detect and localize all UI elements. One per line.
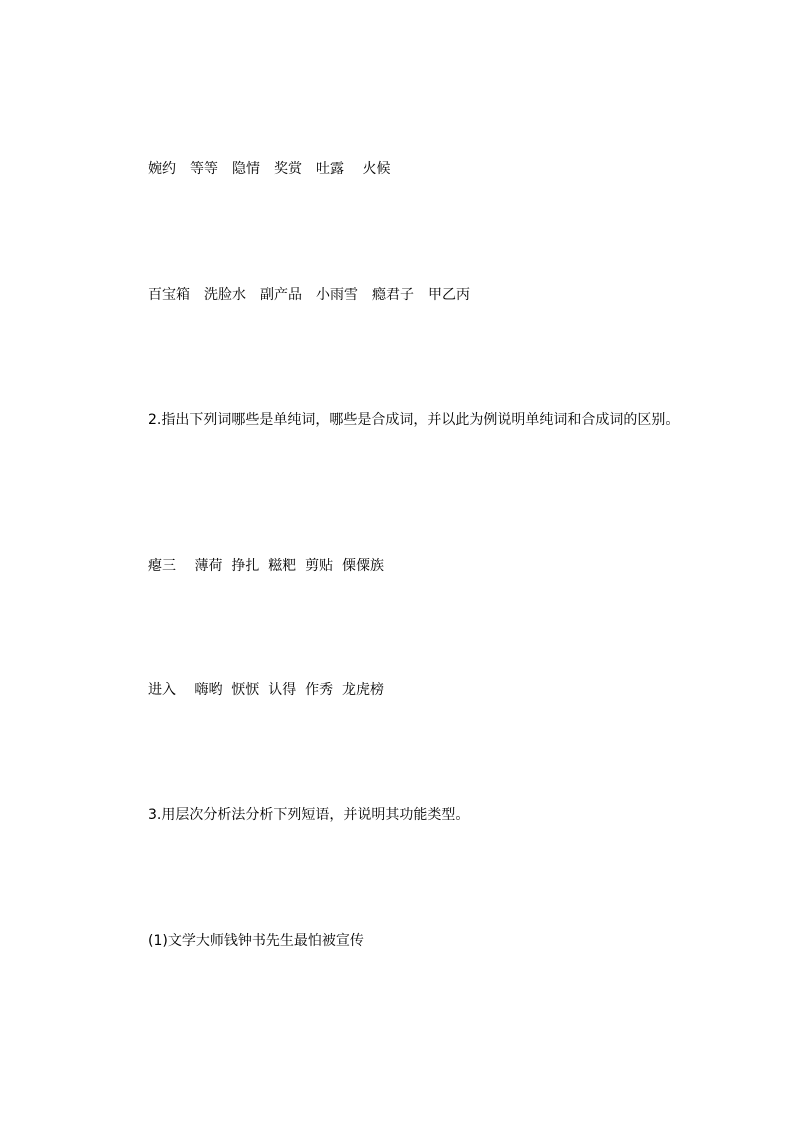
- word-list-line-4: 进入 嗨哟 恹恹 认得 作秀 龙虎榜: [148, 682, 385, 698]
- question-3-item-1: (1)文学大师钱钟书先生最怕被宣传: [148, 933, 364, 949]
- question-3-text: 3.用层次分析法分析下列短语，并说明其功能类型。: [148, 807, 470, 823]
- word-list-line-3: 瘪三 薄荷 挣扎 糍粑 剪贴 傈僳族: [148, 558, 385, 574]
- word-list-line-1: 婉约 等等 隐情 奖赏 吐露 火候: [148, 161, 391, 177]
- word-list-line-2: 百宝箱 洗脸水 副产品 小雨雪 瘾君子 甲乙丙: [148, 287, 470, 303]
- question-2-text: 2.指出下列词哪些是单纯词，哪些是合成词，并以此为例说明单纯词和合成词的区别。: [148, 412, 680, 428]
